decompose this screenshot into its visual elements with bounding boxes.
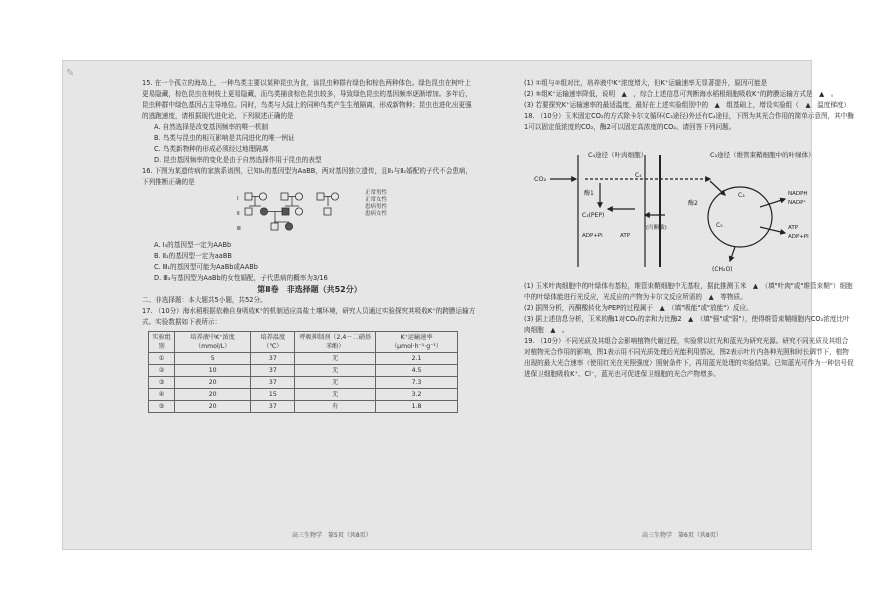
experiment-table xyxy=(148,331,458,413)
q17-stem: 17. （10分）海水稻根据依赖自身吸收K⁺的机制适应高盐土壤环境，研究人员通过实验探究其吸收K⁺的跨膜运输方式。实验数据如下表所示： xyxy=(142,307,476,326)
atp2-label: ATP xyxy=(788,225,799,231)
pedigree-chart xyxy=(237,190,388,238)
table-header: 呼吸抑制剂（2,4－二硝基苯酚） xyxy=(295,332,376,353)
adp2-label: ADP+Pi xyxy=(788,234,809,240)
table-cell: 15 xyxy=(251,389,295,401)
table-row xyxy=(149,353,458,365)
adp-label: ADP+Pi xyxy=(582,233,603,239)
nadp-label: NADP⁺ xyxy=(788,200,807,206)
table-cell: ④ xyxy=(149,389,175,401)
table-cell: 10 xyxy=(175,365,251,377)
q17-part-1: (1) ①组与②组对比，培养液中K⁺浓度增大，但K⁺运输速率无显著提升，原因可能是 xyxy=(524,79,768,87)
table-header: K⁺运输速率（μmol·h⁻¹·g⁻¹） xyxy=(376,332,458,353)
table-cell: 20 xyxy=(175,401,251,413)
legend-normal-male: 正常男性 xyxy=(365,190,388,196)
table-header-row xyxy=(149,332,458,353)
q19-stem: 19. （10分）不同光质及其组合会影响植物代谢过程，实验常以红光和蓝光为研究光源。研究不同光质及其组合对植物光合作用的影响，图1表示用不同光质处理后光能利用情况，图2表示叶片内各种光照和时长调节下，植物出现的最大光合速率（使用红光在光照强度）照射条件下，再用蓝光处理的实验结果。已知蓝光可作为一种信号促进保卫细胞吸收K⁺、Cl⁻，蓝光也可促进保卫细胞的光合产物增多。 xyxy=(524,337,854,378)
pedigree-node xyxy=(324,208,331,215)
table-row xyxy=(149,377,458,389)
right-page-footer: 高三生物学 第6页（共8页） xyxy=(642,532,722,539)
pedigree-node xyxy=(295,208,302,215)
table-cell: ⑤ xyxy=(149,401,175,413)
table-cell: 37 xyxy=(251,377,295,389)
table-header: 培养温度（℃） xyxy=(251,332,295,353)
pedigree-node xyxy=(245,208,252,215)
legend-affected-male: 患病男性 xyxy=(365,204,388,210)
q18-part-2: (2) 据图分析，丙酮酸转化为PEP的过程属于 ▲ （填"吸能"或"放能"）反应。 xyxy=(524,304,753,312)
table-cell: 无 xyxy=(295,353,376,365)
table-cell: 37 xyxy=(251,353,295,365)
table-row xyxy=(149,389,458,401)
pedigree-node xyxy=(331,193,338,200)
table-cell: ① xyxy=(149,353,175,365)
table-cell: 无 xyxy=(295,377,376,389)
pep-label: C₃(PEP) xyxy=(582,212,605,219)
table-cell: 7.3 xyxy=(376,377,458,389)
c3-cycle-label: C₃ xyxy=(738,192,745,199)
pedigree-legend xyxy=(365,190,405,218)
table-cell: ② xyxy=(149,365,175,377)
table-cell: 3.2 xyxy=(376,389,458,401)
q17-part-3: (3) 若要探究K⁺运输速率的最适温度，最好在上述实验组别中的 ▲ 组基础上，增设实验组（ ▲ 温度梯度） xyxy=(524,101,851,109)
table-cell: 4.5 xyxy=(376,365,458,377)
table-cell: 无 xyxy=(295,365,376,377)
pyruvate-label: (丙酮酸) xyxy=(646,225,667,231)
q16-option-c: C. Ⅲ₁的基因型可能为AaBb或AABb xyxy=(154,263,258,271)
q15-option-b: B. 鸟类与昆虫的相互影响是共同进化的唯一例证 xyxy=(154,134,295,142)
q18-part-1: (1) 玉米叶肉细胞中的叶绿体有基粒，维管束鞘细胞中无基粒，据此推测玉米 ▲ （填"叶肉"或"维管束鞘"）细胞中的叶绿体能进行光反应，光反应的产物为卡尔文反应所需的 ▲ 等物质。 xyxy=(524,282,853,301)
pencil-mark-icon: ✎ xyxy=(66,68,75,79)
q16-option-a: A. Ⅰ₃的基因型一定为AABb xyxy=(154,241,232,249)
table-row xyxy=(149,365,458,377)
ch2o-label: (CH₂O) xyxy=(712,266,733,273)
q15-stem: 15. 在一个孤立的海岛上，一种鸟类主要以某种昆虫为食，该昆虫种群有绿色和棕色两种体色。绿色昆虫在树叶上更易隐藏，棕色昆虫在树枝上更易隐藏，而鸟类捕食棕色昆虫较多，导致绿色昆虫的基因频率逐渐增加。多年后，昆虫种群中绿色基因占主导地位。同时，鸟类与大陆上的同种鸟类产生生殖隔离，形成新物种；昆虫也进化出更强的逃跑速度，请根据现代进化论，下列叙述正确的是 xyxy=(142,79,472,120)
table-cell: 无 xyxy=(295,389,376,401)
c3-title: C₃途径（维管束鞘细胞中的叶绿体） xyxy=(710,151,815,159)
pedigree-node xyxy=(285,223,292,230)
q15-option-d: D. 昆虫基因频率的变化是由于自然选择作用于昆虫的表型 xyxy=(154,156,322,164)
pedigree-node xyxy=(282,208,289,215)
enzyme1-label: 酶1 xyxy=(584,190,594,197)
c4-label: C₄ xyxy=(635,172,642,179)
nadph-label: NADPH xyxy=(788,191,808,197)
pedigree-node xyxy=(295,193,302,200)
pedigree-svg xyxy=(237,190,362,238)
q16-option-b: B. Ⅱ₂的基因型一定为aaBB xyxy=(154,252,232,260)
scanned-exam-sheet xyxy=(62,60,854,550)
pedigree-node xyxy=(260,208,267,215)
right-page xyxy=(524,78,854,380)
co2-label: CO₂ xyxy=(534,175,547,183)
q17-part-2: (2) ⑤组K⁺运输速率降低，说明 ▲ ，综合上述信息可判断海水稻根细胞吸收K⁺的跨膜运输方式是 ▲ 。 xyxy=(524,90,838,98)
table-header: 培养液中K⁺浓度（mmol/L） xyxy=(175,332,251,353)
c4-title: C₄途径（叶肉细胞） xyxy=(588,151,648,159)
legend-normal-female: 正常女性 xyxy=(365,197,388,203)
q18-part-3: (3) 据上述信息分析，玉米的酶1对CO₂的亲和力比酶2 ▲ （填"强"或"弱"），使得维管束鞘细胞内CO₂浓度比叶肉细胞 ▲ 。 xyxy=(524,315,850,334)
table-cell: 2.1 xyxy=(376,353,458,365)
section-2-title: 第Ⅱ卷 非选择题（共52分） xyxy=(257,285,362,294)
left-page xyxy=(142,78,477,413)
enzyme2-label: 酶2 xyxy=(688,200,698,207)
c5-label: C₅ xyxy=(716,222,723,229)
c4-pathway-svg xyxy=(530,137,840,277)
atp-label: ATP xyxy=(620,233,631,239)
q18-stem: 18. （10分）玉米固定CO₂的方式除卡尔文循环(C₃途径)外还有C₄途径，下图为其光合作用的简单示意图，其中酶1可以固定低浓度的CO₂，酶2可以固定高浓度的CO₂。请回答下列问题。 xyxy=(524,112,854,131)
table-header: 实验组别 xyxy=(149,332,175,353)
table-cell: 37 xyxy=(251,401,295,413)
legend-affected-female: 患病女性 xyxy=(365,211,388,217)
table-cell: 37 xyxy=(251,365,295,377)
svg-text:Ⅲ: Ⅲ xyxy=(237,226,241,232)
pedigree-node xyxy=(259,193,266,200)
c4-pathway-diagram xyxy=(530,137,840,277)
svg-text:Ⅰ: Ⅰ xyxy=(237,196,239,202)
table-cell: 5 xyxy=(175,353,251,365)
pedigree-node xyxy=(245,193,252,200)
pedigree-node xyxy=(317,193,324,200)
q15-option-c: C. 鸟类新物种的形成必须经过地理隔离 xyxy=(154,145,269,153)
pedigree-node xyxy=(281,193,288,200)
svg-text:Ⅱ: Ⅱ xyxy=(237,211,240,217)
table-cell: 1.8 xyxy=(376,401,458,413)
q16-stem: 16. 下图为某遗传病的家族系谱图，已知Ⅰ₁的基因型为AaBB，两对基因独立遗传，且Ⅱ₁与Ⅱ₂婚配的子代不会患病，下列推断正确的是 xyxy=(142,167,473,186)
pedigree-node xyxy=(271,223,278,230)
part-2-instructions: 二、非选择题：本大题共5小题，共52分。 xyxy=(142,296,267,304)
table-cell: 20 xyxy=(175,389,251,401)
table-cell: 有 xyxy=(295,401,376,413)
table-cell: 20 xyxy=(175,377,251,389)
q16-option-d: D. Ⅲ₂与基因型为AaBb的女性婚配，子代患病的概率为3/16 xyxy=(154,274,328,282)
table-cell: ③ xyxy=(149,377,175,389)
q15-option-a: A. 自然选择是改变基因频率的唯一机制 xyxy=(154,123,269,131)
left-page-footer: 高三生物学 第5页（共8页） xyxy=(292,532,372,539)
table-row xyxy=(149,401,458,413)
